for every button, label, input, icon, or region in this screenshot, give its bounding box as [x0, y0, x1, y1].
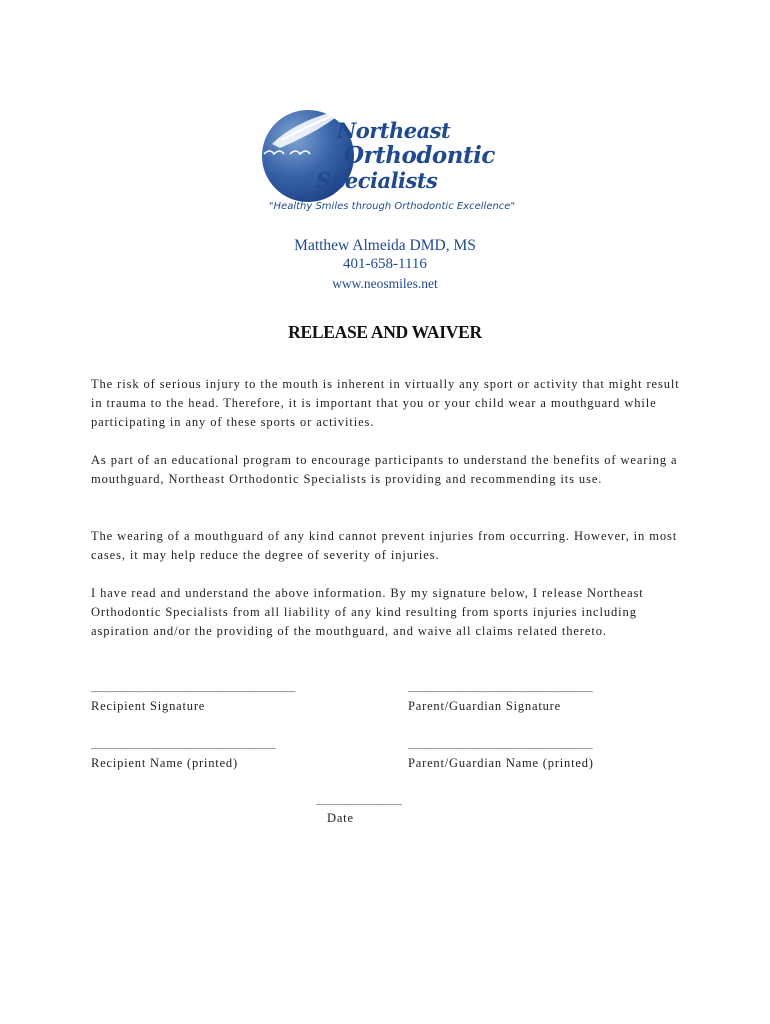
date-line[interactable]: _____________ — [316, 796, 402, 808]
logo-text-orthodontic: Orthodontic — [344, 142, 495, 169]
parent-name-line[interactable]: ____________________________ — [408, 740, 593, 752]
doctor-name: Matthew Almeida DMD, MS — [294, 237, 476, 254]
recipient-signature-line[interactable]: _______________________________ — [91, 683, 296, 695]
logo-text-northeast: Northeast — [337, 118, 451, 143]
parent-signature-label: Parent/Guardian Signature — [408, 699, 561, 713]
date-label: Date — [327, 811, 354, 825]
paragraph-risk: The risk of serious injury to the mouth is inherent in virtually any sport or activity that might result in trauma to the head. Therefore, it is important that you or your child wear a mouthguard while participating in any of these sports or activities. — [91, 377, 680, 429]
recipient-name-label: Recipient Name (printed) — [91, 756, 238, 770]
paragraph-release: I have read and understand the above information. By my signature below, I release Northeast Orthodontic Specialists from all liability of any kind resulting from sports injuries including aspiration and/or the providing of the mouthguard, and waive all claims related thereto. — [91, 586, 644, 638]
practice-logo — [252, 104, 522, 216]
recipient-name-line[interactable]: ____________________________ — [91, 740, 276, 752]
document-title: RELEASE AND WAIVER — [288, 322, 482, 342]
doctor-website: www.neosmiles.net — [332, 276, 438, 291]
paragraph-program: As part of an educational program to encourage participants to understand the benefits of wearing a mouthguard, Northeast Orthodontic Specialists is providing and recommending its use. — [91, 453, 678, 486]
recipient-signature-label: Recipient Signature — [91, 699, 206, 713]
parent-signature-line[interactable]: ____________________________ — [408, 683, 593, 695]
logo-text-specialists: Specialists — [316, 168, 438, 193]
parent-name-label: Parent/Guardian Name (printed) — [408, 756, 594, 770]
doctor-phone: 401-658-1116 — [343, 256, 427, 272]
paragraph-prevention: The wearing of a mouthguard of any kind cannot prevent injuries from occurring. However, in most cases, it may help reduce the degree of severity of injuries. — [91, 529, 678, 562]
logo-tagline: "Healthy Smiles through Orthodontic Excellence" — [268, 201, 516, 212]
